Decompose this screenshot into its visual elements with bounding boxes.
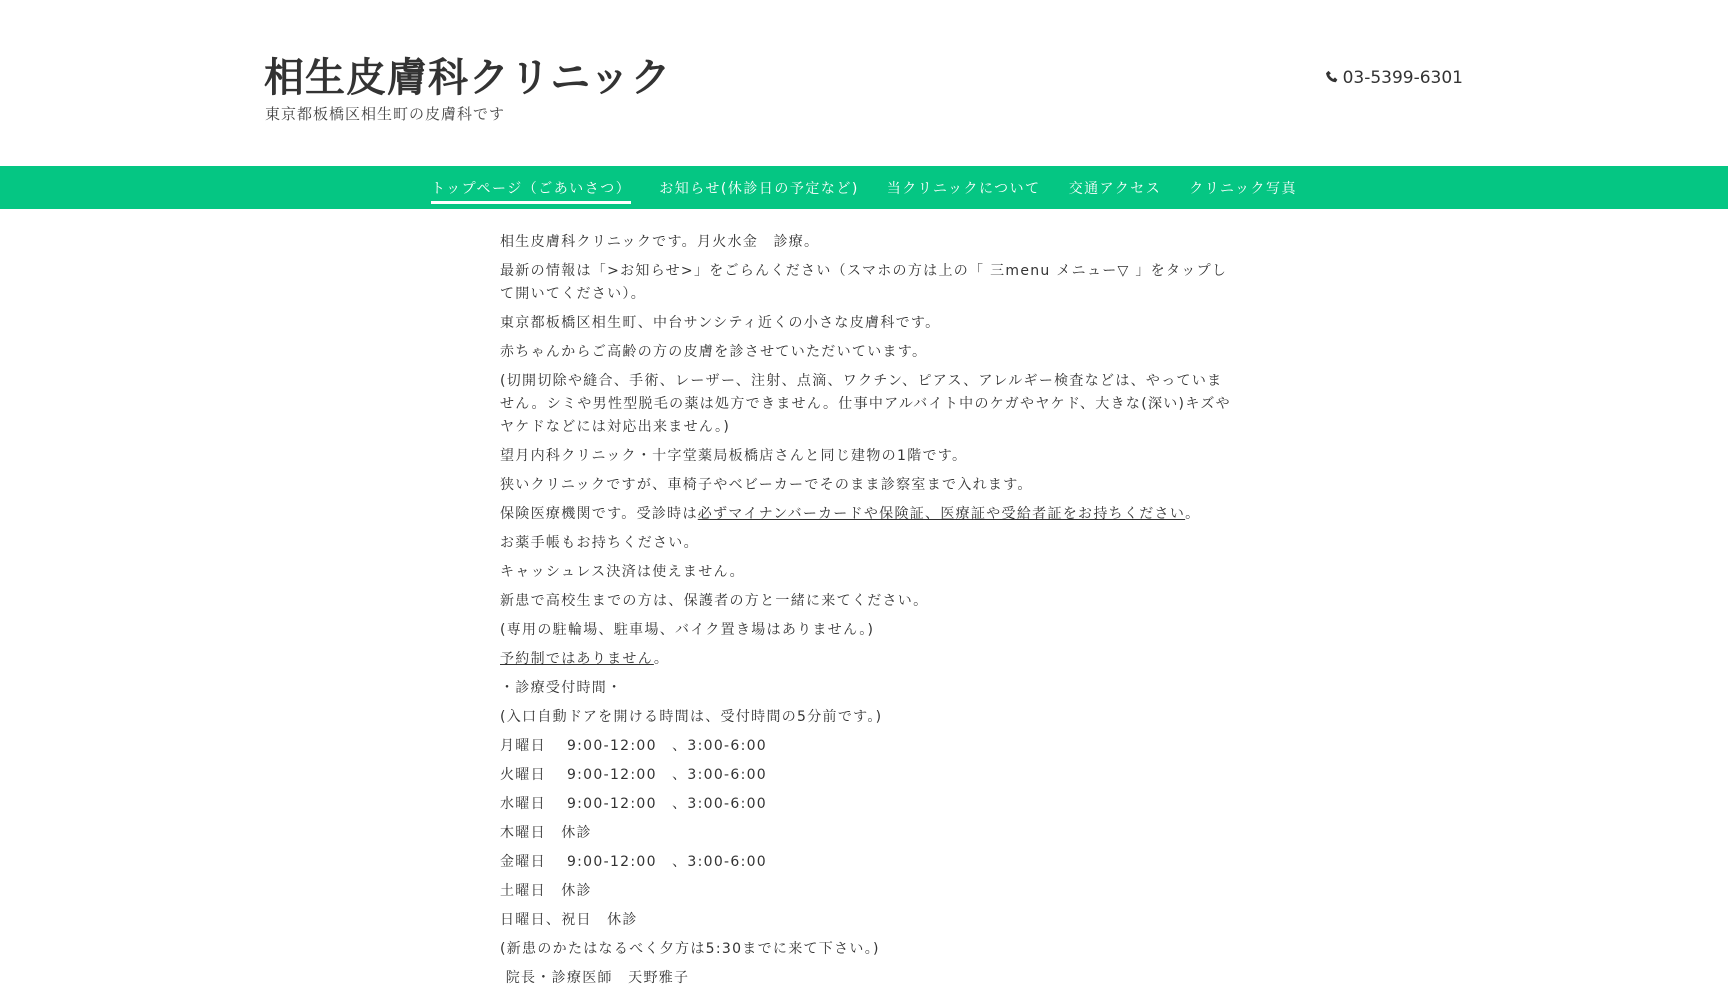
paragraph: 東京都板橋区相生町、中台サンシティ近くの小さな皮膚科です。	[500, 315, 941, 331]
hours-row: 月曜日 9:00-12:00 、3:00-6:00	[500, 738, 768, 754]
hours-row: 金曜日 9:00-12:00 、3:00-6:00	[500, 854, 768, 870]
main-content	[500, 209, 1235, 990]
paragraph	[500, 648, 1235, 671]
paragraph: 望月内科クリニック・十字堂薬局板橋店さんと同じ建物の1階です。	[500, 448, 968, 464]
nav-item-photos[interactable]: クリニック写真	[1189, 180, 1297, 197]
main-nav	[0, 166, 1728, 209]
paragraph: 最新の情報は「>お知らせ>」をごらんください（スマホの方は上の「 三menu メニュー▽ 」をタップして開いてください）。	[500, 263, 1228, 302]
site-header	[0, 0, 1728, 166]
paragraph: お薬手帳もお持ちください。	[500, 535, 699, 551]
paragraph: ・診療受付時間・	[500, 680, 623, 696]
text: 。	[653, 651, 670, 667]
site-tagline: 東京都板橋区相生町の皮膚科です	[265, 105, 506, 123]
nav-item-top[interactable]: トップページ（ごあいさつ）	[431, 175, 631, 204]
paragraph: 狭いクリニックですが、車椅子やベビーカーでそのまま診察室まで入れます。	[500, 477, 1033, 493]
hours-row: 火曜日 9:00-12:00 、3:00-6:00	[500, 767, 768, 783]
text: 。	[1185, 506, 1201, 522]
phone-number[interactable]	[1326, 68, 1463, 88]
paragraph: キャッシュレス決済は使えません。	[500, 564, 745, 580]
phone-text: 03-5399-6301	[1342, 68, 1463, 88]
paragraph: 相生皮膚科クリニックです。月火水金 診療。	[500, 234, 820, 250]
hours-row: 木曜日 休診	[500, 825, 592, 841]
phone-icon	[1326, 68, 1339, 88]
nav-item-about[interactable]: 当クリニックについて	[886, 180, 1041, 197]
hours-row: 土曜日 休診	[500, 883, 592, 899]
paragraph: 院長・診療医師 天野雅子	[500, 970, 690, 986]
paragraph: (専用の駐輪場、駐車場、バイク置き場はありません。)	[500, 622, 875, 638]
paragraph: 赤ちゃんからご高齢の方の皮膚を診させていただいています。	[500, 344, 928, 360]
underlined-text: 必ずマイナンバーカードや保険証、医療証や受給者証をお持ちください	[697, 506, 1186, 522]
paragraph: (新患のかたはなるべく夕方は5:30までに来て下さい。)	[500, 941, 880, 957]
paragraph: 新患で高校生までの方は、保護者の方と一緒に来てください。	[500, 593, 929, 609]
nav-item-access[interactable]: 交通アクセス	[1068, 180, 1162, 197]
paragraph: (入口自動ドアを開ける時間は、受付時間の5分前です。)	[500, 709, 883, 725]
underlined-text: 予約制ではありません	[500, 651, 654, 667]
text: 保険医療機関です。受診時は	[500, 506, 698, 522]
site-title[interactable]: 相生皮膚科クリニック	[264, 55, 672, 101]
paragraph	[500, 503, 1235, 526]
hours-row: 水曜日 9:00-12:00 、3:00-6:00	[500, 796, 768, 812]
paragraph: (切開切除や縫合、手術、レーザー、注射、点滴、ワクチン、ピアス、アレルギー検査などは、やっていません。シミや男性型脱毛の薬は処方できません。仕事中アルバイト中のケガやヤケド、大きな(深い)キズやヤケドなどには対応出来ません。)	[500, 373, 1231, 435]
nav-item-news[interactable]: お知らせ(休診日の予定など)	[659, 180, 859, 197]
hours-row: 日曜日、祝日 休診	[500, 912, 638, 928]
